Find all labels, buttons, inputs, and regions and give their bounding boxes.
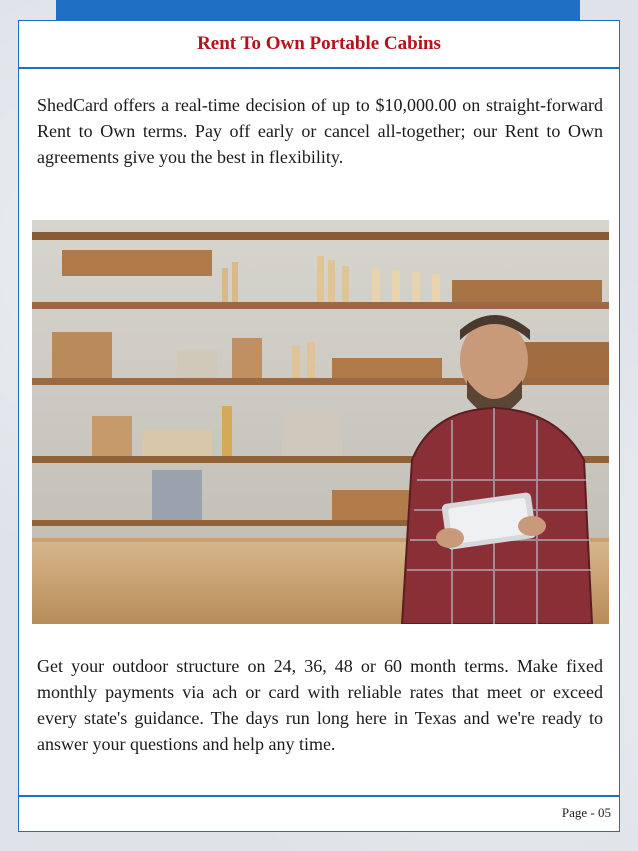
page-number: Page - 05 [561,805,611,820]
intro-paragraph: ShedCard offers a real-time decision of up to $10,000.00 on straight-forward Rent to Own terms. Pay off early or cancel all-together; our Rent to Own agreements give you the best in flexibility. [37,95,603,167]
page-frame [18,20,620,832]
page-title: Rent To Own Portable Cabins [197,33,441,54]
top-accent-bar [56,0,580,20]
footer-bar [19,795,619,831]
title-bar [19,21,619,69]
terms-paragraph: Get your outdoor structure on 24, 36, 48 or 60 month terms. Make fixed monthly payments via ach or card with reliable rates that meet or exceed every state's guidance. The days run long here in Texas and we're ready to answer your questions and help any time. [37,656,603,754]
workshop-photo [32,220,609,624]
